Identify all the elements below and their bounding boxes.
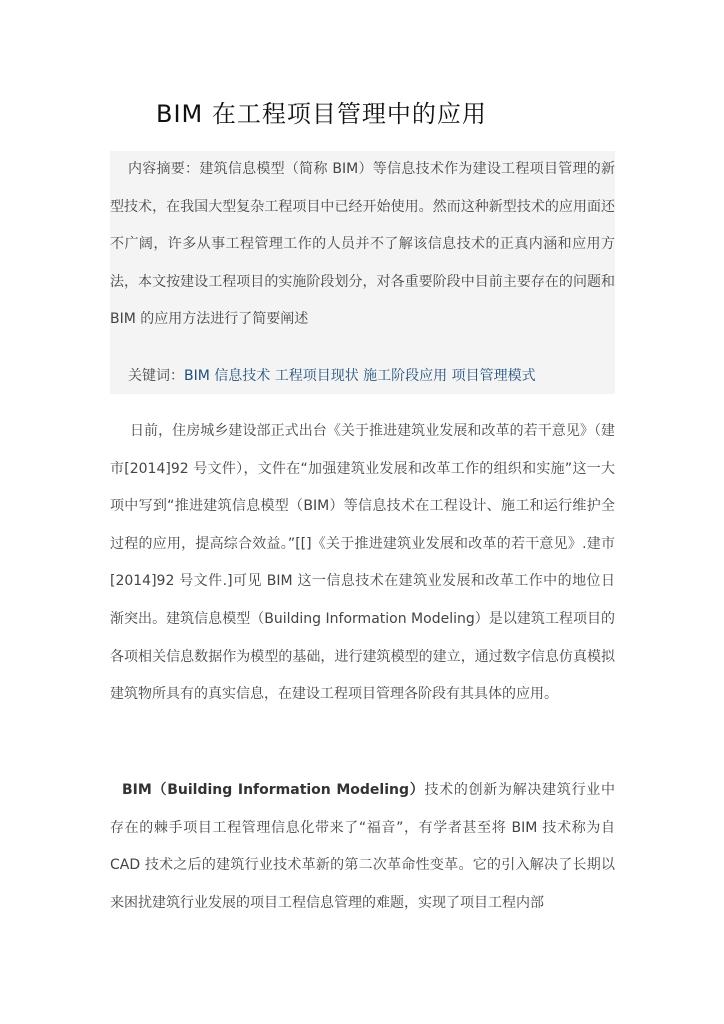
paragraph-2-lead: BIM（Building Information Modeling）: [122, 782, 425, 798]
abstract-text: 建筑信息模型（简称 BIM）等信息技术作为建设工程项目管理的新型技术，在我国大型复杂工程项目中已经开始使用。然而这种新型技术的应用面还不广阔，许多从事工程管理工作的人员并不了解该信息技术的正真内涵和应用方法，本文按建设工程项目的实施阶段划分，对各重要阶段中目前主要存在的问题和 BIM 的应用方法进行了简要阐述: [110, 161, 616, 328]
paragraph-2-text: 技术的创新为解决建筑行业中存在的棘手项目工程管理信息化带来了“福音”，有学者甚至将 BIM 技术称为自 CAD 技术之后的建筑行业技术革新的第二次革命性变革。它的引入解决了长期以来困扰建筑行业发展的项目工程信息管理的难题，实现了项目工程内部: [110, 782, 615, 911]
keywords-value: BIM 信息技术 工程项目现状 施工阶段应用 项目管理模式: [184, 368, 536, 384]
keywords-line: [128, 358, 536, 396]
keywords-label: 关键词：: [128, 368, 184, 384]
abstract-paragraph: [110, 151, 615, 339]
document-title: BIM 在工程项目管理中的应用: [156, 100, 487, 128]
body-paragraph-2: [110, 772, 615, 922]
body-paragraph-1: 日前，住房城乡建设部正式出台《关于推进建筑业发展和改革的若干意见》（建市[2014]92 号文件），文件在“加强建筑业发展和改革工作的组织和实施”这一大项中写到“推进建筑信息模型（BIM）等信息技术在工程设计、施工和运行维护全过程的应用，提高综合效益。”[[]《关于推进建筑业发展和改革的若干意见》.建市[2014]92 号文件.]可见 BIM 这一信息技术在建筑业发展和改革工作中的地位日渐突出。建筑信息模型（Building Information Modeling）是以建筑工程项目的各项相关信息数据作为模型的基础，进行建筑模型的建立，通过数字信息仿真模拟建筑物所具有的真实信息，在建设工程项目管理各阶段有其具体的应用。: [110, 423, 615, 703]
abstract-label: 内容摘要：: [128, 161, 200, 177]
